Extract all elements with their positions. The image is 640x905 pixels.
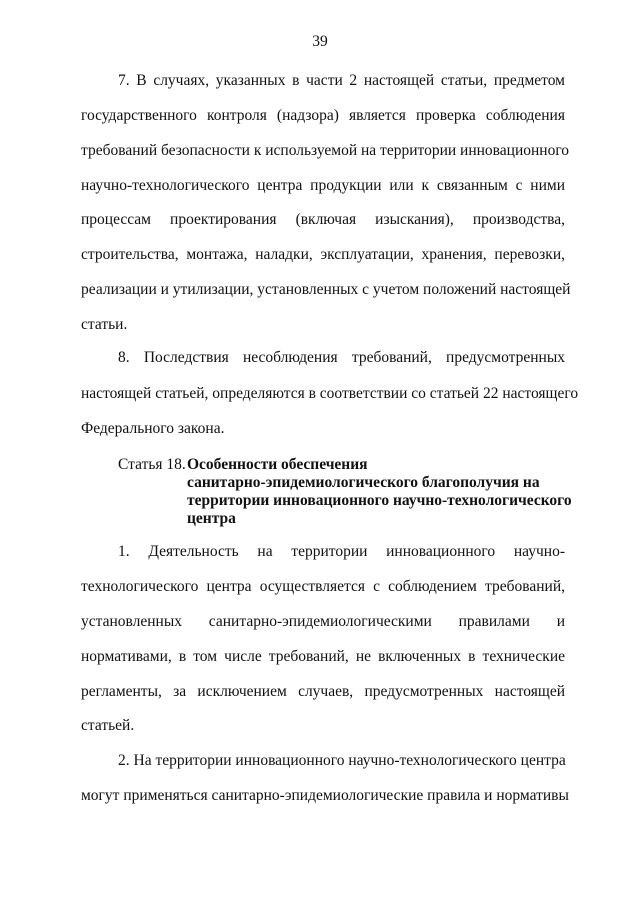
- page-number: 39: [312, 33, 328, 50]
- text-line: реализации и утилизации, установленных с учетом положений настоящей: [81, 281, 571, 298]
- text-line: Федерального закона.: [81, 420, 225, 437]
- text-line: статьи.: [81, 316, 128, 333]
- text-line: 1. Деятельность на территории инновационного научно-: [118, 543, 565, 560]
- text-line: регламенты, за исключением случаев, предусмотренных настоящей: [81, 683, 565, 700]
- text-line: 8. Последствия несоблюдения требований, предусмотренных: [118, 349, 565, 366]
- text-line: государственного контроля (надзора) является проверка соблюдения: [81, 107, 565, 124]
- article-title-line: территории инновационного научно-технологического: [187, 492, 572, 509]
- article-title-line: санитарно-эпидемиологического благополучия на: [187, 474, 540, 491]
- text-line: 2. На территории инновационного научно-технологического центра: [118, 752, 566, 769]
- text-line: установленных санитарно-эпидемиологическими правилами и: [81, 613, 565, 630]
- text-line: могут применяться санитарно-эпидемиологические правила и нормативы: [81, 787, 569, 804]
- article-title-line: Особенности обеспечения: [187, 456, 368, 473]
- text-line: нормативами, в том числе требований, не включенных в технические: [81, 648, 565, 665]
- text-line: статьей.: [81, 717, 135, 734]
- text-line: технологического центра осуществляется с соблюдением требований,: [81, 578, 565, 595]
- text-line: строительства, монтажа, наладки, эксплуатации, хранения, перевозки,: [81, 246, 565, 263]
- article-title-line: центра: [187, 510, 236, 527]
- article-number: Статья 18.: [118, 456, 186, 473]
- text-line: настоящей статьей, определяются в соответствии со статьей 22 настоящего: [81, 385, 579, 402]
- text-line: научно-технологического центра продукции или к связанным с ними: [81, 177, 565, 194]
- text-line: требований безопасности к используемой на территории инновационного: [81, 142, 570, 159]
- text-line: процессам проектирования (включая изыскания), производства,: [81, 211, 565, 228]
- text-line: 7. В случаях, указанных в части 2 настоящей статьи, предметом: [118, 72, 565, 89]
